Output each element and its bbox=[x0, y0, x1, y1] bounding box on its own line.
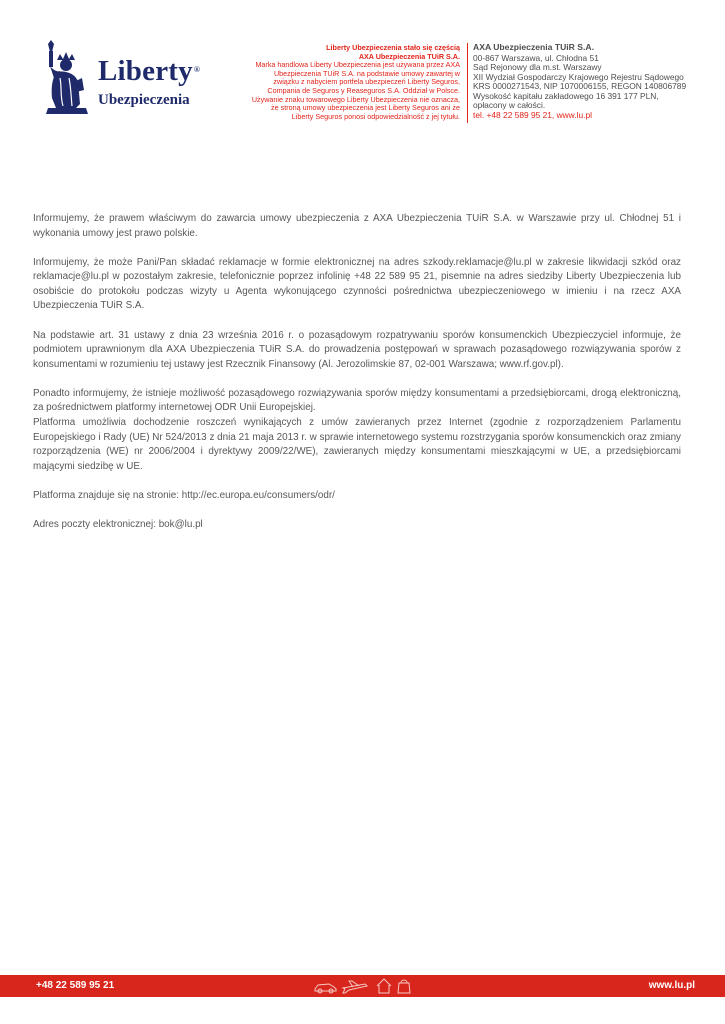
footer-website[interactable]: www.lu.pl bbox=[648, 980, 695, 991]
company-name: AXA Ubezpieczenia TUiR S.A. bbox=[473, 42, 594, 52]
company-line: 00-867 Warszawa, ul. Chłodna 51 bbox=[473, 52, 599, 63]
notice-line-1: Liberty Ubezpieczenia stało się częścią bbox=[326, 43, 460, 52]
notice-body: Marka handlowa Liberty Ubezpieczenia jest używana przez AXA Ubezpieczenia TUiR S.A. na podstawie umowy zawartej w związku z nabyciem portfela ubezpieczeń Liberty Seguros, Compania de Seguros y Reaseguros S.A. Oddział w Polsce. Używanie znaku towarowego Liberty Ubezpieczenia nie oznacza, że stroną umowy ubezpieczenia jest Liberty Seguros ani że Liberty Seguros ponosi odpowiedzialność z jej tytułu. bbox=[251, 60, 460, 121]
liberty-logo bbox=[36, 38, 201, 118]
plane-icon bbox=[343, 981, 367, 993]
shopping-bag-icon bbox=[398, 980, 410, 993]
paragraph-odr-intro: Ponadto informujemy, że istnieje możliwość pozasądowego rozwiązywania sporów między konsumentami a przedsiębiorcami, drogą elektroniczną, za pośrednictwem platformy internetowej ODR Unii Europejskiej. bbox=[33, 387, 681, 414]
paragraph-complaints: Informujemy, że może Pani/Pan składać reklamacje w formie elektronicznej na adres szkody.reklamacje@lu.pl w zakresie likwidacji szkód oraz reklamacje@lu.pl w pozostałym zakresie, telefonicznie poprzez infolinię +48 22 589 95 21, pisemnie na adres siedziby Liberty Ubezpieczenia lub osobiście do protokołu podczas wizyty u Agenta wykonującego czynności pośrednictwa ubezpieczeniowego w imieniu i na rzecz AXA Ubezpieczenia TUiR S.A. bbox=[33, 256, 681, 312]
statue-of-liberty-icon bbox=[36, 38, 96, 118]
ownership-notice bbox=[250, 44, 460, 121]
header-divider bbox=[467, 43, 468, 123]
company-line: XII Wydział Gospodarczy Krajowego Rejestru Sądowego bbox=[473, 71, 684, 82]
company-line: opłacony w całości. bbox=[473, 100, 546, 110]
company-line: Wysokość kapitału zakładowego 16 391 177 PLN, bbox=[473, 90, 659, 101]
notice-line-2: AXA Ubezpieczenia TUiR S.A. bbox=[358, 51, 460, 61]
footer-icons bbox=[313, 976, 413, 996]
document-body bbox=[33, 212, 681, 547]
paragraph-odr-link: Platforma znajduje się na stronie: http://ec.europa.eu/consumers/odr/ bbox=[33, 489, 335, 501]
footer-bar bbox=[0, 975, 725, 997]
company-info bbox=[473, 43, 718, 120]
paragraph-odr-platform: Platforma umożliwia dochodzenie roszczeń wynikających z umów zawieranych przez Internet (zgodnie z rozporządzeniem Parlamentu Europejskiego i Rady (UE) Nr 524/2013 z dnia 21 maja 2013 r. w sprawie internetowego systemu rozstrzygania sporów konsumenckich oraz zmiany rozporządzenia (WE) nr 2006/2004 i dyrektywy 2009/22/WE), zawieranych między konsumentami mieszkającymi w UE, a przedsiębiorcami mającymi siedzibę w UE. bbox=[33, 417, 681, 472]
footer-phone[interactable]: +48 22 589 95 21 bbox=[36, 980, 115, 991]
paragraph-financial-ombudsman: Na podstawie art. 31 ustawy z dnia 23 września 2016 r. o pozasądowym rozpatrywaniu sporów konsumenckich Ubezpieczyciel informuje, że podmiotem uprawnionym dla AXA Ubezpieczenia TUiR S.A. do prowadzenia postępowań w sprawach pozasądowego rozwiązywania sporów z konsumentami w rozumieniu tej ustawy jest Rzecznik Finansowy (Al. Jerozolimskie 87, 02-001 Warszawa; www.rf.gov.pl). bbox=[33, 329, 681, 370]
logo-subtitle: Ubezpieczenia bbox=[98, 92, 190, 108]
paragraph-email: Adres poczty elektronicznej: bok@lu.pl bbox=[33, 519, 203, 530]
house-icon bbox=[377, 979, 391, 993]
company-line: Sąd Rejonowy dla m.st. Warszawy bbox=[473, 62, 602, 72]
logo-brand: Liberty® bbox=[98, 55, 201, 87]
car-icon bbox=[315, 984, 336, 993]
company-contact: tel. +48 22 589 95 21, www.lu.pl bbox=[473, 109, 592, 120]
company-line: KRS 0000271543, NIP 1070006155, REGON 140806789 bbox=[473, 81, 687, 91]
paragraph-governing-law: Informujemy, że prawem właściwym do zawarcia umowy ubezpieczenia z AXA Ubezpieczenia TUiR S.A. w Warszawie przy ul. Chłodnej 51 i wykonania umowy jest prawo polskie. bbox=[33, 213, 681, 239]
